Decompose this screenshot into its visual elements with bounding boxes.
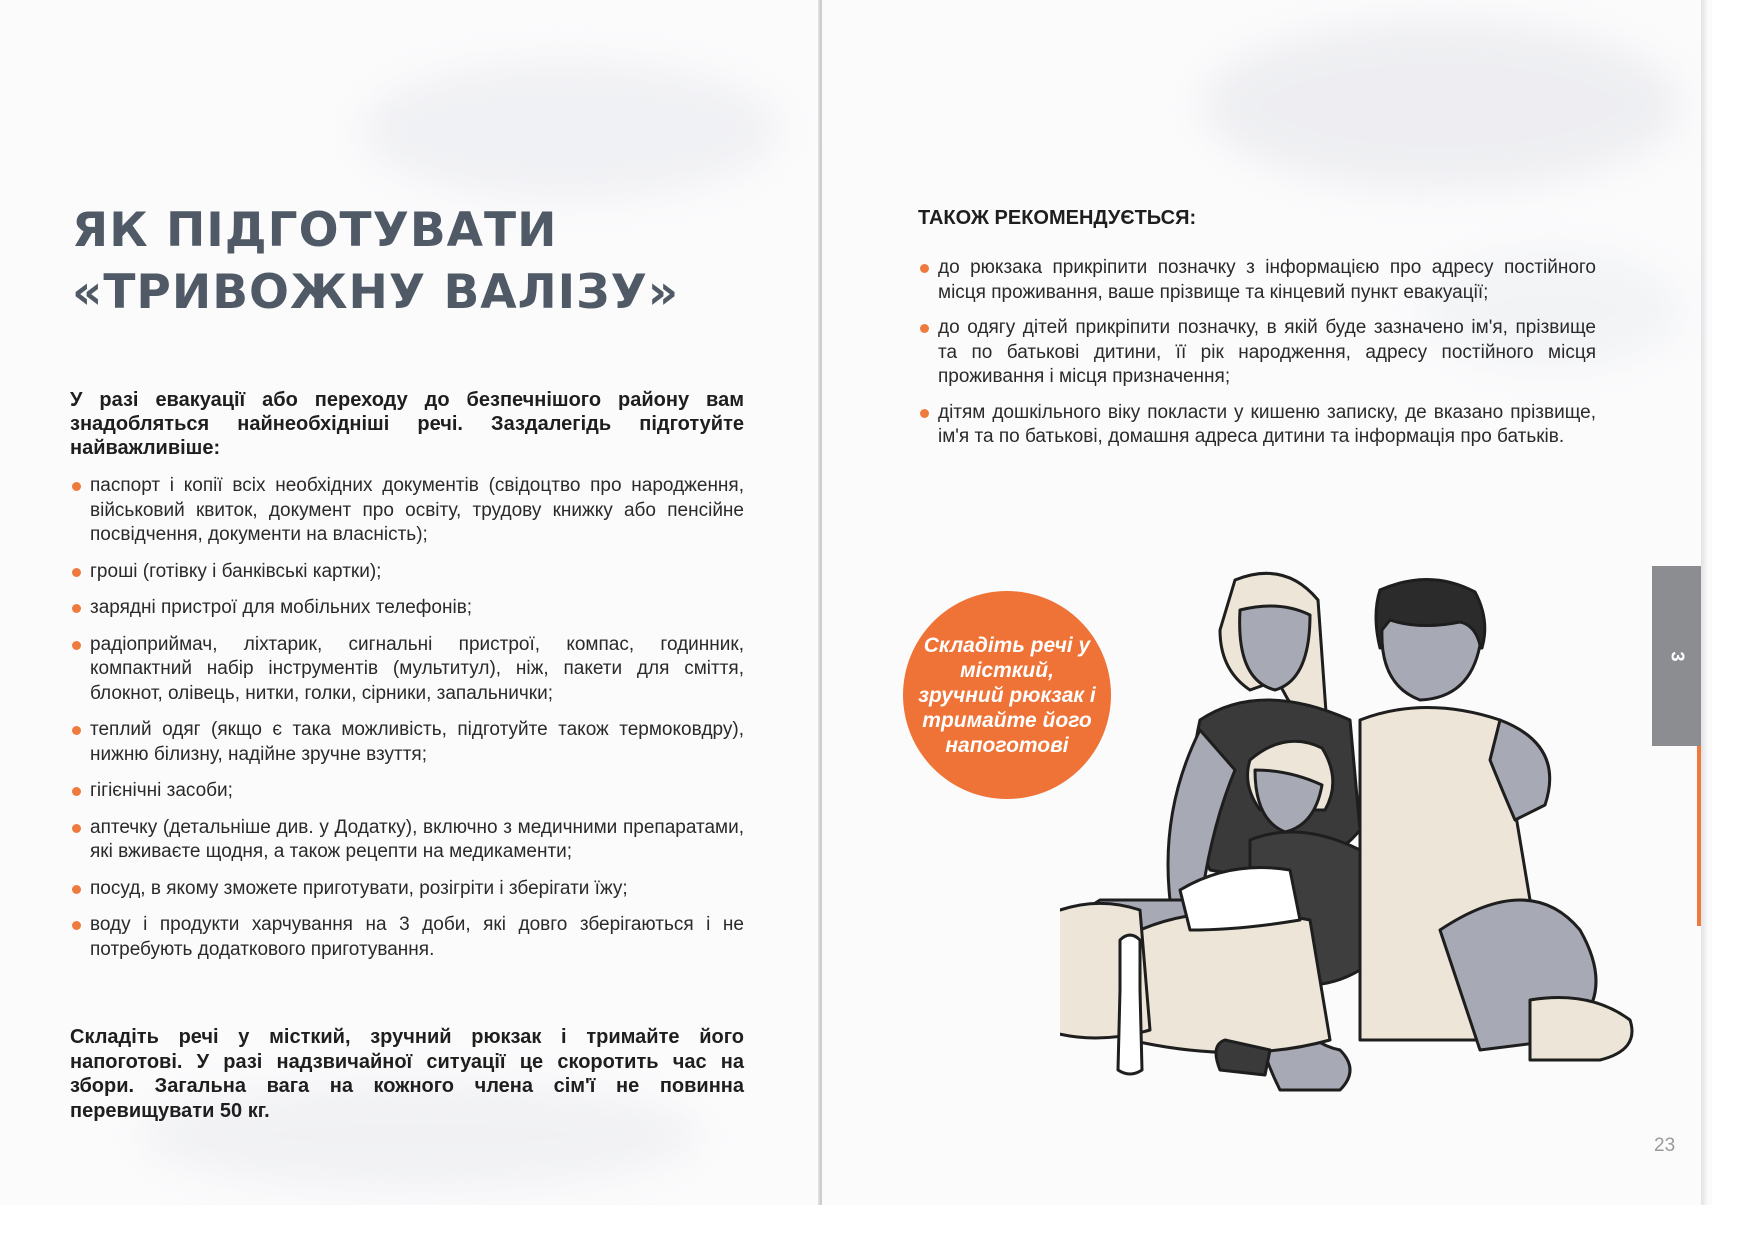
list-item: радіоприймач, ліхтарик, сигнальні пристрої, компас, годинник, компактний набір інструментів (мультитул), ніж, пакети для сміття, блокнот, олівець, нитки, голки, сірники, запальнички; bbox=[72, 633, 744, 707]
list-item: посуд, в якому зможете приготувати, розігріти і зберігати їжу; bbox=[72, 877, 744, 902]
bullet-dot-icon bbox=[920, 264, 929, 273]
water-bottle bbox=[1118, 935, 1142, 1074]
section-heading: ТАКОЖ РЕКОМЕНДУЄТЬСЯ: bbox=[918, 207, 1197, 229]
list-item: паспорт і копії всіх необхідних документів (свідоцтво про народження, військовий квиток, документ про освіту, трудову книжку або пенсійне посвідчення, документи на власність); bbox=[72, 474, 744, 548]
list-item: теплий одяг (якщо є така можливість, підготуйте також термоковдру), нижню білизну, надійне зручне взуття; bbox=[72, 718, 744, 767]
bullet-dot-icon bbox=[72, 787, 81, 796]
list-item: воду і продукти харчування на 3 доби, які довго зберігаються і не потребують додаткового приготування. bbox=[72, 913, 744, 962]
page-title bbox=[72, 200, 679, 324]
page-edge bbox=[1701, 0, 1707, 1205]
background-smudge bbox=[360, 60, 780, 200]
title-line-2: «ТРИВОЖНУ ВАЛІЗУ» bbox=[72, 265, 680, 320]
list-item: гігієнічні засоби; bbox=[72, 779, 744, 804]
bullet-dot-icon bbox=[72, 726, 81, 735]
intro-paragraph: У разі евакуації або переходу до безпечнішого району вам знадобляться найнеобхідніші речі. Заздалегідь підготуйте найважливіше: bbox=[70, 389, 744, 459]
bullet-dot-icon bbox=[920, 324, 929, 333]
family-packing-illustration bbox=[1060, 570, 1660, 1115]
bullet-dot-icon bbox=[72, 641, 81, 650]
list-item: до одягу дітей прикріпити позначку, в якій буде зазначено ім'я, прізвище та по батькові дитини, її рік народження, адресу постійного місця проживання і місця призначення; bbox=[920, 316, 1596, 390]
list-item: до рюкзака прикріпити позначку з інформацією про адресу постійного місця проживання, ваше прізвище та кінцевий пункт евакуації; bbox=[920, 256, 1596, 305]
section-tab bbox=[1652, 566, 1702, 746]
bag bbox=[1130, 912, 1330, 1053]
section-tab-number: 3 bbox=[1667, 650, 1688, 662]
outro-paragraph: Складіть речі у місткий, зручний рюкзак і тримайте його напоготові. У разі надзвичайної ситуації це скоротить час на збори. Загальна вага на кожного члена сім'ї не повинна перевищувати 50 кг. bbox=[70, 1026, 744, 1122]
man-head bbox=[1382, 620, 1480, 700]
list-item: аптечку (детальніше див. у Додатку), включно з медичними препаратами, які вживаєте щодня, а також рецепти на медикаменти; bbox=[72, 816, 744, 865]
title-line-1: ЯК ПІДГОТУВАТИ bbox=[72, 203, 558, 258]
list-item: дітям дошкільного віку покласти у кишеню записку, де вказано прізвище, ім'я та по батькові, домашня адреса дитини та інформація про батьків. bbox=[920, 401, 1596, 450]
bullet-dot-icon bbox=[72, 568, 81, 577]
bullet-dot-icon bbox=[72, 482, 81, 491]
page-number: 23 bbox=[1654, 1135, 1676, 1156]
bullet-dot-icon bbox=[72, 824, 81, 833]
bullet-dot-icon bbox=[72, 604, 81, 613]
man-shoe bbox=[1530, 998, 1632, 1061]
left-page bbox=[0, 0, 820, 1205]
background-smudge bbox=[1202, 20, 1682, 190]
list-item: зарядні пристрої для мобільних телефонів; bbox=[72, 596, 744, 621]
bullet-dot-icon bbox=[72, 921, 81, 930]
essentials-list bbox=[72, 474, 744, 974]
recommendations-list bbox=[920, 256, 1596, 461]
bullet-dot-icon bbox=[920, 409, 929, 418]
bullet-dot-icon bbox=[72, 885, 81, 894]
list-item: гроші (готівку і банківські картки); bbox=[72, 560, 744, 585]
callout-badge-text: Складіть речі у місткий, зручний рюкзак і тримайте його напоготові bbox=[918, 633, 1096, 757]
